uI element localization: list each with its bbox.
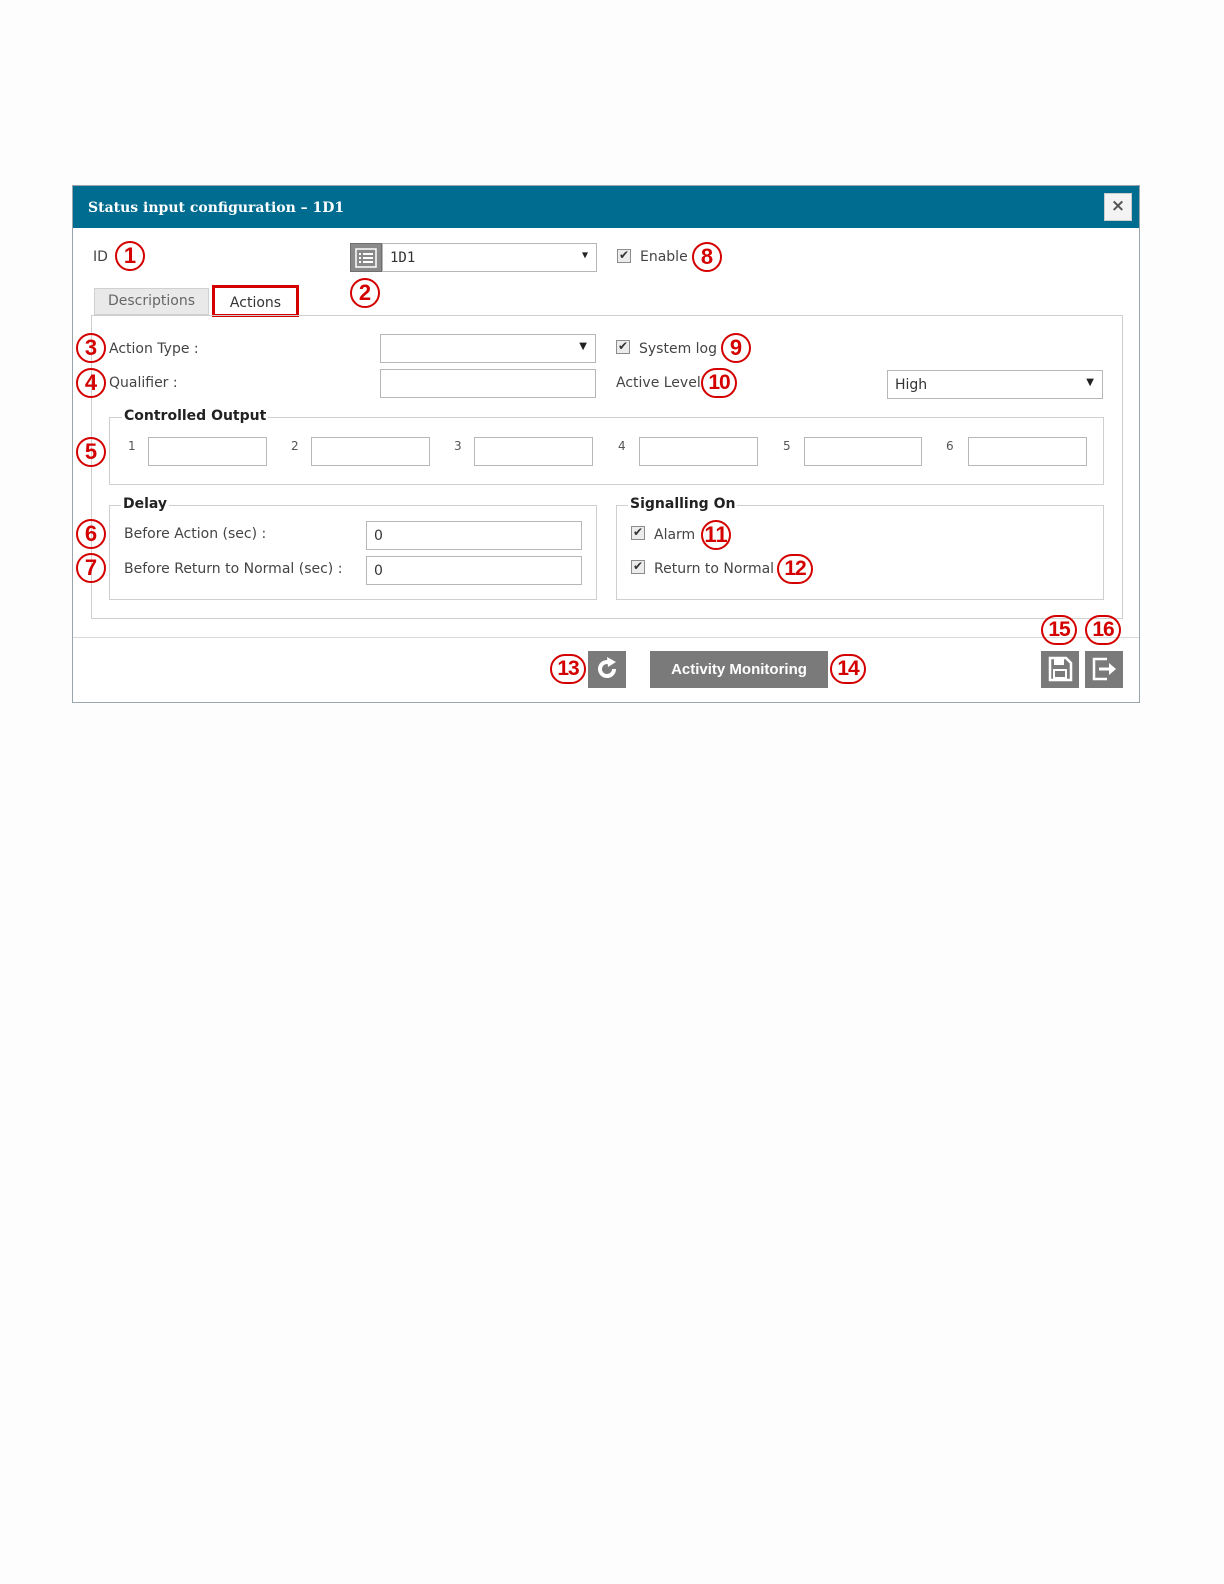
enable-checkbox[interactable]: ✔	[618, 248, 630, 262]
return-to-normal-label: Return to Normal	[654, 561, 775, 577]
output-4-input[interactable]	[639, 437, 758, 466]
qualifier-input[interactable]	[380, 369, 596, 398]
system-log-checkbox[interactable]: ✔	[617, 339, 629, 353]
chevron-down-icon: ▼	[1086, 377, 1094, 388]
title-bar	[73, 186, 1139, 228]
tab-descriptions[interactable]: Descriptions	[94, 288, 209, 315]
delay-legend: Delay	[123, 496, 168, 512]
id-select[interactable]	[382, 243, 597, 272]
annotation-badge-1: 1	[115, 241, 145, 271]
chevron-down-icon: ▼	[579, 341, 587, 352]
qualifier-label: Qualifier :	[109, 375, 178, 391]
controlled-output-legend: Controlled Output	[124, 408, 267, 424]
exit-icon[interactable]	[1085, 651, 1123, 688]
annotation-badge-10: 10	[701, 368, 737, 398]
before-action-label: Before Action (sec) :	[124, 526, 267, 542]
output-3-label: 3	[454, 439, 462, 453]
annotation-badge-12: 12	[777, 554, 813, 584]
before-action-input[interactable]: 0	[366, 521, 582, 550]
action-type-label: Action Type :	[109, 341, 199, 357]
annotation-badge-15: 15	[1041, 615, 1077, 645]
system-log-label: System log	[639, 341, 717, 357]
tab-actions[interactable]: Actions	[212, 285, 299, 317]
before-return-label: Before Return to Normal (sec) :	[124, 561, 343, 577]
annotation-badge-11: 11	[701, 520, 731, 550]
config-dialog	[72, 185, 1140, 703]
active-level-value: High	[895, 377, 928, 393]
active-level-label: Active Level	[616, 375, 701, 391]
output-6-label: 6	[946, 439, 954, 453]
annotation-badge-5: 5	[76, 437, 106, 467]
output-6-input[interactable]	[968, 437, 1087, 466]
output-5-input[interactable]	[804, 437, 922, 466]
before-return-input[interactable]: 0	[366, 556, 582, 585]
annotation-badge-7: 7	[76, 553, 106, 583]
output-1-label: 1	[128, 439, 136, 453]
footer-divider	[73, 637, 1139, 638]
annotation-badge-4: 4	[76, 368, 106, 398]
annotation-badge-2: 2	[350, 278, 380, 308]
annotation-badge-13: 13	[550, 654, 586, 684]
alarm-label: Alarm	[654, 527, 696, 543]
id-label: ID	[93, 249, 108, 265]
output-5-label: 5	[783, 439, 791, 453]
alarm-checkbox[interactable]: ✔	[632, 525, 644, 539]
refresh-icon[interactable]	[588, 651, 626, 688]
list-icon[interactable]	[350, 243, 382, 272]
active-level-select[interactable]	[887, 370, 1103, 399]
close-button[interactable]: ×	[1104, 193, 1132, 221]
annotation-badge-14: 14	[830, 654, 866, 684]
annotation-badge-3: 3	[76, 333, 106, 363]
save-icon[interactable]	[1041, 651, 1079, 688]
id-select-value: 1D1	[390, 250, 416, 266]
output-1-input[interactable]	[148, 437, 267, 466]
output-3-input[interactable]	[474, 437, 593, 466]
delay-group	[109, 505, 597, 600]
dialog-title: Status input configuration – 1D1	[88, 200, 345, 216]
output-2-label: 2	[291, 439, 299, 453]
chevron-down-icon: ▼	[581, 250, 588, 261]
return-to-normal-checkbox[interactable]: ✔	[632, 559, 644, 573]
annotation-badge-16: 16	[1085, 615, 1121, 645]
activity-monitoring-button[interactable]: Activity Monitoring	[650, 651, 828, 688]
signalling-group	[616, 505, 1104, 600]
enable-label: Enable	[640, 249, 688, 265]
output-4-label: 4	[618, 439, 626, 453]
action-type-select[interactable]	[380, 334, 596, 363]
signalling-legend: Signalling On	[630, 496, 736, 512]
output-2-input[interactable]	[311, 437, 430, 466]
annotation-badge-9: 9	[721, 333, 751, 363]
annotation-badge-8: 8	[692, 242, 722, 272]
annotation-badge-6: 6	[76, 519, 106, 549]
